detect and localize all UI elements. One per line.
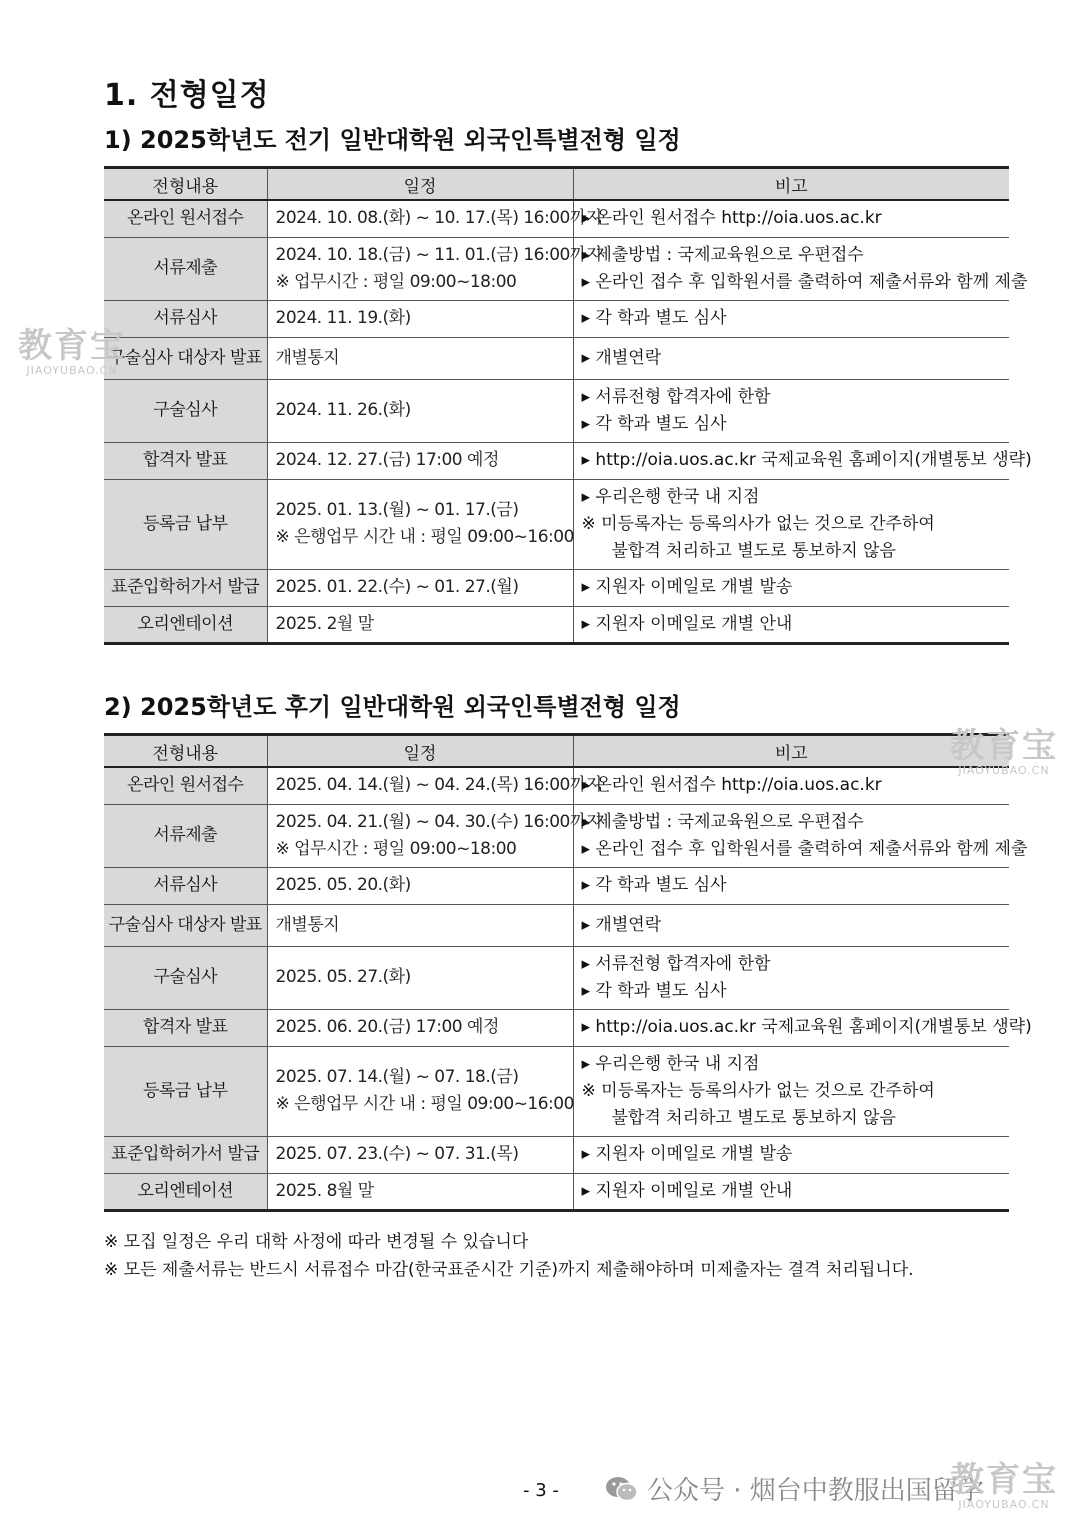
row-category: 오리엔테이션 bbox=[104, 606, 267, 643]
remark-line: ▸ 지원자 이메일로 개별 발송 bbox=[581, 577, 793, 597]
remark-line: ▸ 지원자 이메일로 개별 안내 bbox=[581, 1180, 793, 1201]
row-category: 구술심사 bbox=[104, 379, 267, 442]
table-row bbox=[104, 1173, 1009, 1210]
page-number: - 3 - bbox=[523, 1480, 559, 1501]
wechat-icon bbox=[605, 1475, 639, 1503]
row-category: 표준입학허가서 발급 bbox=[104, 569, 267, 606]
remark-line: ▸ 온라인 접수 후 입학원서를 출력하여 제출서류와 함께 제출 bbox=[581, 838, 1028, 859]
remark-line: ▸ 우리은행 한국 내 지점 bbox=[581, 486, 760, 507]
row-schedule bbox=[267, 767, 602, 804]
row-remarks bbox=[573, 442, 1032, 479]
remark-line: ▸ 서류전형 합격자에 한함 bbox=[581, 953, 771, 974]
row-remarks bbox=[573, 569, 1009, 606]
row-remarks bbox=[573, 379, 1009, 442]
row-remarks bbox=[573, 1173, 1009, 1210]
row-schedule bbox=[267, 1173, 573, 1210]
schedule-date: 2024. 10. 18.(금) ~ 11. 01.(금) 16:00까지 bbox=[275, 244, 602, 265]
row-schedule bbox=[267, 237, 602, 300]
remark-line: ▸ 개별연락 bbox=[581, 347, 662, 368]
remark-line: ▸ 제출방법 : 국제교육원으로 우편접수 bbox=[581, 811, 864, 832]
remark-line: ▸ http://oia.uos.ac.kr 국제교육원 홈페이지(개별통보 생략) bbox=[581, 1017, 1032, 1037]
remark-line: 불합격 처리하고 별도로 통보하지 않음 bbox=[611, 1107, 896, 1128]
schedule-date: 2025. 8월 말 bbox=[275, 1180, 374, 1201]
row-category: 합격자 발표 bbox=[104, 1009, 267, 1046]
schedule-date: 2025. 04. 14.(월) ~ 04. 24.(목) 16:00까지 bbox=[275, 775, 602, 796]
row-schedule bbox=[267, 1046, 573, 1136]
row-remarks bbox=[573, 337, 1009, 379]
remark-line: ▸ 개별연락 bbox=[581, 914, 662, 935]
row-remarks bbox=[573, 767, 1009, 804]
schedule-date: 2024. 11. 26.(화) bbox=[275, 400, 411, 420]
table-row bbox=[104, 442, 1009, 479]
table-row bbox=[104, 379, 1009, 442]
remark-line: ▸ 각 학과 별도 심사 bbox=[581, 980, 727, 1001]
remark-line: ▸ 지원자 이메일로 개별 발송 bbox=[581, 1144, 793, 1164]
row-category: 구술심사 bbox=[104, 946, 267, 1009]
row-category: 구술심사 대상자 발표 bbox=[104, 337, 267, 379]
table-row bbox=[104, 300, 1009, 337]
row-category: 서류심사 bbox=[104, 300, 267, 337]
schedule-note: ※ 업무시간 : 평일 09:00~18:00 bbox=[275, 838, 517, 859]
remark-line: ※ 미등록자는 등록의사가 없는 것으로 간주하여 bbox=[581, 513, 935, 534]
section-heading-1: 1) 2025학년도 전기 일반대학원 외국인특별전형 일정 bbox=[104, 126, 681, 154]
header-remarks: 비고 bbox=[573, 735, 1009, 768]
row-schedule bbox=[267, 606, 573, 643]
row-remarks bbox=[573, 1046, 1009, 1136]
remark-line: ▸ 각 학과 별도 심사 bbox=[581, 413, 727, 434]
row-schedule bbox=[267, 479, 573, 569]
remark-line: ▸ 온라인 원서접수 http://oia.uos.ac.kr bbox=[581, 208, 882, 229]
remark-line: ▸ 서류전형 합격자에 한함 bbox=[581, 386, 771, 407]
schedule-date: 2025. 01. 13.(월) ~ 01. 17.(금) bbox=[275, 500, 519, 520]
wechat-caption-text: 公众号 · 烟台中教服出国留学 bbox=[647, 1476, 984, 1506]
row-schedule bbox=[267, 904, 573, 946]
schedule-note: ※ 업무시간 : 평일 09:00~18:00 bbox=[275, 271, 517, 292]
page-title: 1. 전형일정 bbox=[104, 78, 270, 113]
row-schedule bbox=[267, 442, 573, 479]
row-category: 구술심사 대상자 발표 bbox=[104, 904, 267, 946]
schedule-note: ※ 은행업무 시간 내 : 평일 09:00~16:00 bbox=[275, 1094, 574, 1114]
table-row bbox=[104, 767, 1009, 804]
table-row bbox=[104, 867, 1009, 904]
remark-line: ▸ 우리은행 한국 내 지점 bbox=[581, 1053, 760, 1074]
row-schedule bbox=[267, 300, 573, 337]
schedule-date: 2024. 11. 19.(화) bbox=[275, 308, 411, 328]
row-category: 온라인 원서접수 bbox=[104, 200, 267, 237]
header-schedule: 일정 bbox=[267, 735, 573, 768]
row-category: 오리엔테이션 bbox=[104, 1173, 267, 1210]
table-row bbox=[104, 946, 1009, 1009]
row-category: 등록금 납부 bbox=[104, 1046, 267, 1136]
section-heading-2: 2) 2025학년도 후기 일반대학원 외국인특별전형 일정 bbox=[104, 693, 681, 721]
remark-line: 불합격 처리하고 별도로 통보하지 않음 bbox=[611, 540, 896, 561]
row-schedule bbox=[267, 1136, 573, 1173]
row-schedule bbox=[267, 200, 602, 237]
schedule-date: 2024. 12. 27.(금) 17:00 예정 bbox=[275, 450, 499, 470]
row-category: 표준입학허가서 발급 bbox=[104, 1136, 267, 1173]
schedule-date: 2025. 07. 14.(월) ~ 07. 18.(금) bbox=[275, 1067, 519, 1087]
remark-line: ▸ 온라인 원서접수 http://oia.uos.ac.kr bbox=[581, 775, 882, 796]
row-schedule bbox=[267, 569, 573, 606]
row-remarks bbox=[573, 904, 1009, 946]
row-remarks bbox=[573, 804, 1028, 867]
header-category: 전형내용 bbox=[104, 735, 267, 768]
row-category: 서류제출 bbox=[104, 804, 267, 867]
header-remarks: 비고 bbox=[573, 168, 1009, 201]
row-category: 합격자 발표 bbox=[104, 442, 267, 479]
row-schedule bbox=[267, 337, 573, 379]
row-schedule bbox=[267, 946, 573, 1009]
watermark-logo: 教育宝 JIAOYUBAO.CN bbox=[18, 326, 126, 377]
table-row bbox=[104, 200, 1009, 237]
schedule-date: 2024. 10. 08.(화) ~ 10. 17.(목) 16:00까지 bbox=[275, 208, 602, 229]
table-row bbox=[104, 479, 1009, 569]
row-remarks bbox=[573, 606, 1009, 643]
row-schedule bbox=[267, 804, 602, 867]
schedule-date: 개별통지 bbox=[275, 347, 340, 368]
remark-line: ▸ 온라인 접수 후 입학원서를 출력하여 제출서류와 함께 제출 bbox=[581, 271, 1028, 292]
watermark-logo: 教育宝 JIAOYUBAO.CN bbox=[950, 726, 1058, 777]
table-row bbox=[104, 1046, 1009, 1136]
row-remarks bbox=[573, 867, 1009, 904]
table-row bbox=[104, 606, 1009, 643]
row-schedule bbox=[267, 1009, 573, 1046]
table-row bbox=[104, 237, 1009, 300]
row-remarks bbox=[573, 200, 1009, 237]
table-row bbox=[104, 904, 1009, 946]
row-category: 등록금 납부 bbox=[104, 479, 267, 569]
row-remarks bbox=[573, 946, 1009, 1009]
schedule-date: 2025. 2월 말 bbox=[275, 613, 374, 634]
table-row bbox=[104, 337, 1009, 379]
row-remarks bbox=[573, 479, 1009, 569]
schedule-date: 2025. 06. 20.(금) 17:00 예정 bbox=[275, 1017, 499, 1037]
table-header-row bbox=[104, 168, 1009, 201]
remark-line: ※ 미등록자는 등록의사가 없는 것으로 간주하여 bbox=[581, 1080, 935, 1101]
remark-line: ▸ 각 학과 별도 심사 bbox=[581, 875, 727, 895]
schedule-date: 2025. 04. 21.(월) ~ 04. 30.(수) 16:00까지 bbox=[275, 811, 602, 832]
row-category: 온라인 원서접수 bbox=[104, 767, 267, 804]
row-schedule bbox=[267, 867, 573, 904]
watermark-logo: 教育宝 JIAOYUBAO.CN bbox=[950, 1460, 1058, 1511]
footnote-schedule-change: ※ 모집 일정은 우리 대학 사정에 따라 변경될 수 있습니다 bbox=[104, 1232, 529, 1252]
row-remarks bbox=[573, 1136, 1009, 1173]
row-remarks bbox=[573, 1009, 1032, 1046]
schedule-date: 2025. 01. 22.(수) ~ 01. 27.(월) bbox=[275, 577, 519, 597]
schedule-date: 2025. 05. 20.(화) bbox=[275, 875, 411, 895]
schedule-note: ※ 은행업무 시간 내 : 평일 09:00~16:00 bbox=[275, 527, 574, 547]
header-schedule: 일정 bbox=[267, 168, 573, 201]
table-row bbox=[104, 1009, 1009, 1046]
schedule-date: 개별통지 bbox=[275, 914, 340, 935]
table-row bbox=[104, 569, 1009, 606]
schedule-table-1 bbox=[104, 166, 1032, 645]
remark-line: ▸ 제출방법 : 국제교육원으로 우편접수 bbox=[581, 244, 864, 265]
wechat-caption bbox=[605, 1470, 984, 1507]
remark-line: ▸ http://oia.uos.ac.kr 국제교육원 홈페이지(개별통보 생략) bbox=[581, 450, 1032, 470]
schedule-date: 2025. 05. 27.(화) bbox=[275, 967, 411, 987]
remark-line: ▸ 지원자 이메일로 개별 안내 bbox=[581, 613, 793, 634]
row-category: 서류심사 bbox=[104, 867, 267, 904]
schedule-date: 2025. 07. 23.(수) ~ 07. 31.(목) bbox=[275, 1144, 519, 1164]
row-remarks bbox=[573, 237, 1028, 300]
table-row bbox=[104, 1136, 1009, 1173]
row-category: 서류제출 bbox=[104, 237, 267, 300]
row-schedule bbox=[267, 379, 573, 442]
remark-line: ▸ 각 학과 별도 심사 bbox=[581, 308, 727, 328]
table-row bbox=[104, 804, 1009, 867]
table-header-row bbox=[104, 735, 1009, 768]
footnote-document-deadline: ※ 모든 제출서류는 반드시 서류접수 마감(한국표준시간 기준)까지 제출해야하며 미제출자는 결격 처리됩니다. bbox=[104, 1260, 914, 1280]
row-remarks bbox=[573, 300, 1009, 337]
header-category: 전형내용 bbox=[104, 168, 267, 201]
